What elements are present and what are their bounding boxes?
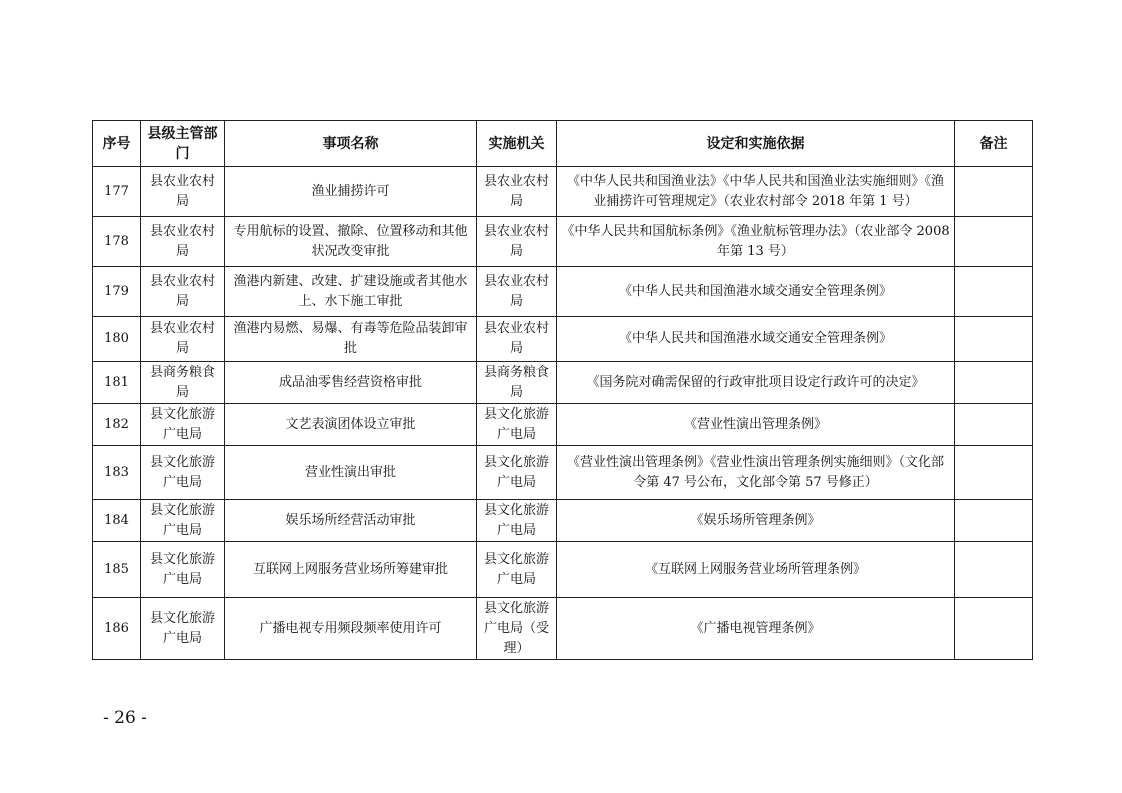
table-row — [93, 404, 1033, 446]
cell-agency: 县商务粮食局 — [477, 362, 557, 404]
cell-basis: 《营业性演出管理条例》《营业性演出管理条例实施细则》（文化部令第 47 号公布，文化部令第 57 号修正） — [557, 446, 955, 500]
page-number: - 26 - — [103, 708, 147, 728]
cell-note — [955, 500, 1033, 542]
cell-basis: 《中华人民共和国渔业法》《中华人民共和国渔业法实施细则》《渔业捕捞许可管理规定》（农业农村部令 2018 年第 1 号） — [557, 167, 955, 217]
cell-department: 县文化旅游广电局 — [141, 542, 225, 598]
header-agency: 实施机关 — [477, 121, 557, 167]
cell-agency: 县农业农村局 — [477, 317, 557, 362]
cell-department: 县农业农村局 — [141, 317, 225, 362]
table-row — [93, 167, 1033, 217]
approval-items-table — [92, 120, 1033, 660]
table-row — [93, 362, 1033, 404]
cell-serial: 177 — [93, 167, 141, 217]
cell-note — [955, 404, 1033, 446]
cell-department: 县文化旅游广电局 — [141, 500, 225, 542]
cell-basis: 《营业性演出管理条例》 — [557, 404, 955, 446]
cell-agency: 县文化旅游广电局 — [477, 500, 557, 542]
cell-serial: 183 — [93, 446, 141, 500]
cell-basis: 《广播电视管理条例》 — [557, 598, 955, 660]
cell-item-name: 广播电视专用频段频率使用许可 — [225, 598, 477, 660]
cell-agency: 县文化旅游广电局 — [477, 446, 557, 500]
cell-note — [955, 167, 1033, 217]
table-row — [93, 267, 1033, 317]
cell-item-name: 文艺表演团体设立审批 — [225, 404, 477, 446]
cell-basis: 《互联网上网服务营业场所管理条例》 — [557, 542, 955, 598]
cell-basis: 《中华人民共和国渔港水域交通安全管理条例》 — [557, 267, 955, 317]
table-row — [93, 500, 1033, 542]
cell-note — [955, 362, 1033, 404]
cell-item-name: 互联网上网服务营业场所筹建审批 — [225, 542, 477, 598]
cell-department: 县文化旅游广电局 — [141, 446, 225, 500]
cell-item-name: 渔港内新建、改建、扩建设施或者其他水上、水下施工审批 — [225, 267, 477, 317]
cell-department: 县商务粮食局 — [141, 362, 225, 404]
cell-department: 县农业农村局 — [141, 217, 225, 267]
cell-department: 县文化旅游广电局 — [141, 598, 225, 660]
cell-department: 县农业农村局 — [141, 167, 225, 217]
header-note: 备注 — [955, 121, 1033, 167]
cell-serial: 178 — [93, 217, 141, 267]
cell-serial: 179 — [93, 267, 141, 317]
cell-note — [955, 267, 1033, 317]
cell-item-name: 成品油零售经营资格审批 — [225, 362, 477, 404]
cell-serial: 180 — [93, 317, 141, 362]
table-row — [93, 317, 1033, 362]
cell-basis: 《中华人民共和国航标条例》《渔业航标管理办法》（农业部令 2008 年第 13 号） — [557, 217, 955, 267]
cell-note — [955, 217, 1033, 267]
header-department: 县级主管部门 — [141, 121, 225, 167]
cell-basis: 《娱乐场所管理条例》 — [557, 500, 955, 542]
cell-serial: 186 — [93, 598, 141, 660]
cell-agency: 县文化旅游广电局 — [477, 404, 557, 446]
cell-serial: 181 — [93, 362, 141, 404]
cell-basis: 《中华人民共和国渔港水域交通安全管理条例》 — [557, 317, 955, 362]
cell-serial: 185 — [93, 542, 141, 598]
table-row — [93, 217, 1033, 267]
cell-basis: 《国务院对确需保留的行政审批项目设定行政许可的决定》 — [557, 362, 955, 404]
cell-agency: 县农业农村局 — [477, 167, 557, 217]
table-row — [93, 598, 1033, 660]
table-header-row — [93, 121, 1033, 167]
cell-agency: 县农业农村局 — [477, 267, 557, 317]
cell-item-name: 专用航标的设置、撤除、位置移动和其他状况改变审批 — [225, 217, 477, 267]
cell-serial: 184 — [93, 500, 141, 542]
cell-department: 县农业农村局 — [141, 267, 225, 317]
cell-item-name: 娱乐场所经营活动审批 — [225, 500, 477, 542]
table-row — [93, 542, 1033, 598]
cell-department: 县文化旅游广电局 — [141, 404, 225, 446]
cell-serial: 182 — [93, 404, 141, 446]
cell-note — [955, 542, 1033, 598]
cell-item-name: 渔业捕捞许可 — [225, 167, 477, 217]
cell-note — [955, 598, 1033, 660]
cell-note — [955, 446, 1033, 500]
cell-item-name: 渔港内易燃、易爆、有毒等危险品装卸审批 — [225, 317, 477, 362]
table-row — [93, 446, 1033, 500]
cell-agency: 县农业农村局 — [477, 217, 557, 267]
cell-item-name: 营业性演出审批 — [225, 446, 477, 500]
header-item-name: 事项名称 — [225, 121, 477, 167]
cell-agency: 县文化旅游广电局 — [477, 542, 557, 598]
header-serial: 序号 — [93, 121, 141, 167]
header-basis: 设定和实施依据 — [557, 121, 955, 167]
cell-agency: 县文化旅游广电局（受理） — [477, 598, 557, 660]
cell-note — [955, 317, 1033, 362]
